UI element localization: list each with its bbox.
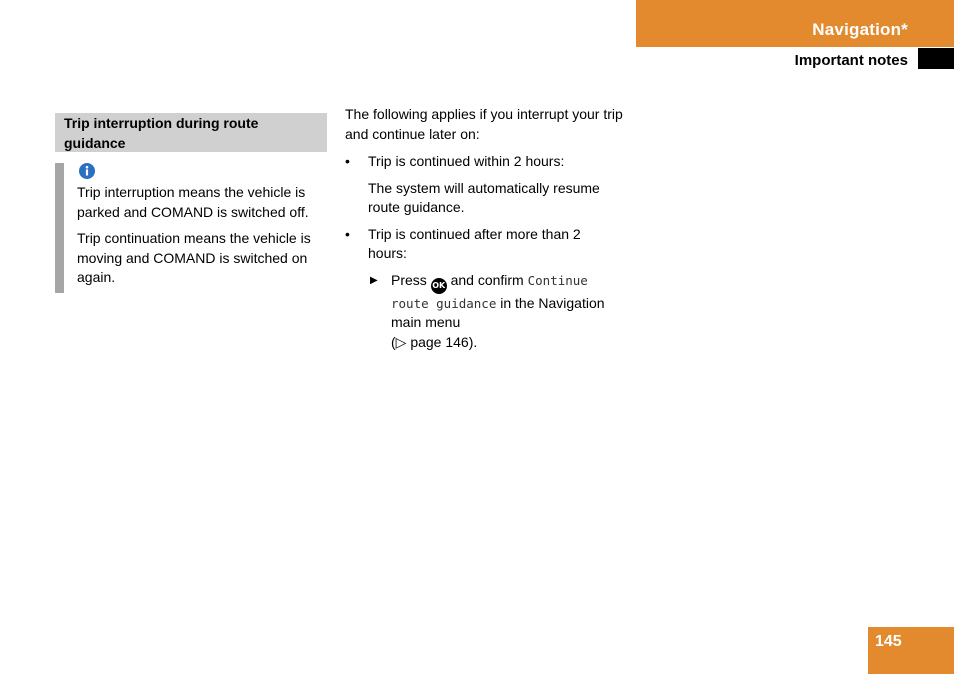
chapter-title: Navigation* <box>812 20 908 39</box>
info-icon <box>79 163 95 179</box>
subsection-heading-text: Trip interruption during route guidance <box>64 114 259 151</box>
note-paragraph-continuation: Trip continuation means the vehicle is moving and COMAND is switched on again. <box>77 230 311 285</box>
list-item <box>345 152 625 172</box>
page-reference: (▷ page 146). <box>391 333 478 350</box>
page-number-tab <box>868 627 954 674</box>
menu-item-reference: Continue route guidance <box>391 272 588 311</box>
instruction-step <box>370 271 610 353</box>
step-arrow-icon: ▶ <box>370 274 378 286</box>
bullet-marker: • <box>345 225 350 242</box>
step-press: Press <box>391 271 427 288</box>
bullet-text: Trip is continued within 2 hours: <box>368 153 565 169</box>
bullet-marker: • <box>345 153 350 169</box>
info-note <box>55 163 327 293</box>
main-column <box>345 105 625 352</box>
note-text <box>77 183 329 295</box>
page-number: 145 <box>875 633 902 650</box>
section-marker <box>918 48 954 69</box>
subsection-heading <box>55 113 327 152</box>
intro-paragraph: The following applies if you interrupt your trip and continue later on: <box>345 106 623 142</box>
note-paragraph-interruption: Trip interruption means the vehicle is parked and COMAND is switched off. <box>77 184 309 220</box>
bullet-text: Trip is continued after more than 2 hours: <box>368 225 581 261</box>
list-item <box>345 225 625 264</box>
note-bar <box>55 163 64 293</box>
section-title: Important notes <box>794 52 908 69</box>
bullet-detail: The system will automatically resume route guidance. <box>368 179 600 215</box>
step-text <box>391 271 610 353</box>
step-confirm: and confirm <box>450 271 524 288</box>
step-location: in the Navigation main menu <box>391 294 605 330</box>
ok-button-icon: OK <box>431 278 447 294</box>
